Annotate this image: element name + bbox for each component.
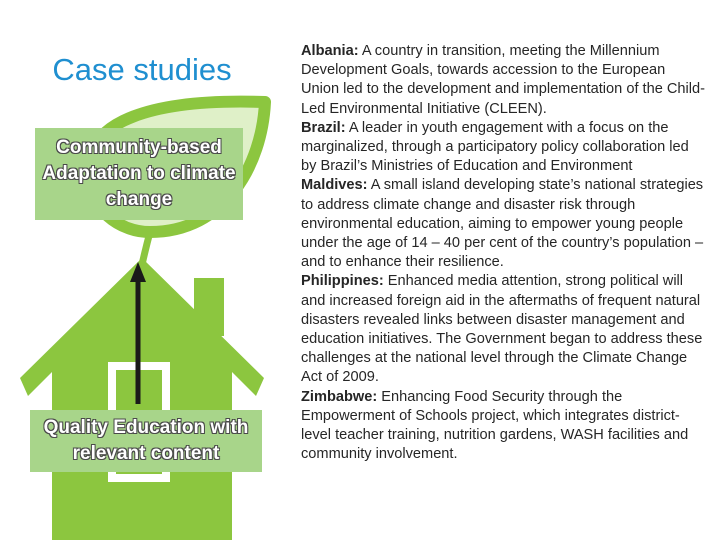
case-text: Enhancing Food Security through the Empowerment of Schools project, which integrates district-level teacher training, nutrition gardens, WASH facilities and community involvement. <box>301 388 689 463</box>
case-text: A small island developing state’s national strategies to address climate change and disaster risk through environmental education, aiming to empower young people under the age of 14 – 40 per cent of the country’s population – and to enhance their resilience. <box>301 177 704 271</box>
case-text: Enhanced media attention, strong political will and increased foreign aid in the aftermaths of frequent natural disasters revealed links between disaster management and education initiatives. The Government began to address these challenges at the national level through the Climate Change Act of 2009. <box>301 273 703 386</box>
education-box: Quality Education with relevant content <box>30 410 262 472</box>
case-text: A leader in youth engagement with a focus on the marginalized, through a participatory policy collaboration led by Brazil’s Ministries of Education and Environment <box>301 119 689 175</box>
case-albania <box>301 42 705 119</box>
case-country: Albania: <box>301 43 359 59</box>
case-maldives <box>301 176 705 272</box>
case-brazil <box>301 119 705 177</box>
case-zimbabwe <box>301 388 705 465</box>
case-text: A country in transition, meeting the Millennium Development Goals, towards accession to the European Union led to the development and implementation of the Child-Led Environmental Initiative (CLEEN). <box>301 43 706 117</box>
slide-title: Case studies <box>52 52 232 87</box>
case-country: Brazil: <box>301 119 346 136</box>
house-icon <box>20 258 264 540</box>
case-country: Zimbabwe: <box>301 388 378 405</box>
case-philippines <box>301 272 705 387</box>
case-country: Maldives: <box>301 177 368 194</box>
adaptation-box: Community-based Adaptation to climate change <box>35 128 243 220</box>
case-country: Philippines: <box>301 273 384 290</box>
case-studies-list <box>301 42 705 464</box>
